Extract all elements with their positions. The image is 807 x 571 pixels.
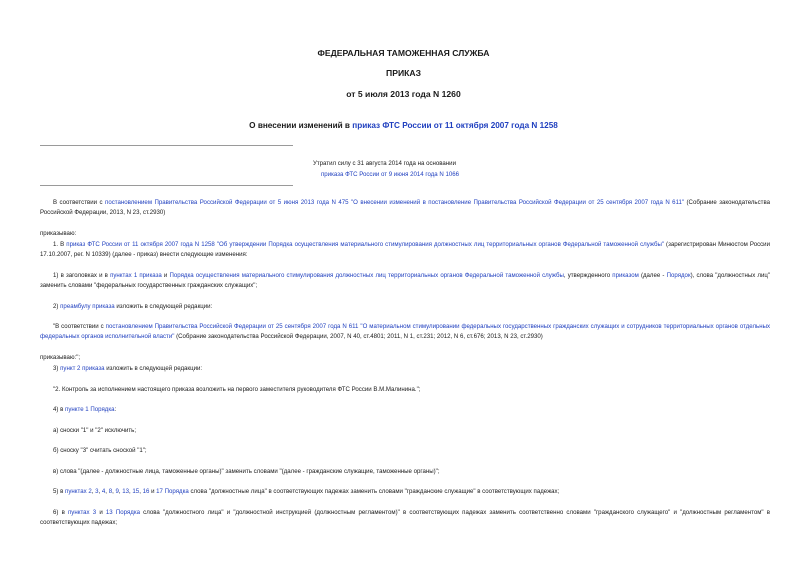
text: 1. В [53,241,67,248]
link-item-9[interactable]: 9 [115,488,119,495]
divider-bottom [40,185,293,186]
text: и [161,272,170,279]
text: (далее - [638,272,667,279]
text: В соответствии с [53,199,106,206]
text: 3) [53,365,61,372]
text: , [112,488,116,495]
agency-heading: ФЕДЕРАЛЬНАЯ ТАМОЖЕННАЯ СЛУЖБА [317,48,490,58]
link-item-13[interactable]: 13 [122,488,130,495]
paragraph-sub-4 [53,405,116,415]
status-note-line1: Утратил силу с 31 августа 2014 года на основании [313,160,456,167]
link-item-13b[interactable]: 13 Порядка [105,509,141,516]
paragraph-sub-2 [53,302,212,312]
link-item-15[interactable]: 15 [132,488,140,495]
text: (Собрание законодательства Российской Федерации, 2007, N 40, ст.4801; 2011, N 1, ст.231; 2012, N 6, ст.676; 2013, N 23, ст.2930) [174,333,543,340]
link-order[interactable]: приказом [612,272,639,279]
doc-title [0,121,807,130]
text: , [91,488,96,495]
status-note-link[interactable]: приказа ФТС России от 9 июня 2014 года N 1066 [321,171,460,178]
link-item-2b[interactable]: пунктах 2 [65,488,92,495]
paragraph-item-2-text: "2. Контроль за исполнением настоящего приказа возложить на первого заместителя руководителя ФТС России В.М.Малинина."; [53,386,421,393]
paragraph-preamble [40,198,770,218]
paragraph-order: приказываю: [40,230,77,237]
text: , [139,488,143,495]
text: изложить в следующей редакции: [114,303,213,310]
link-decree-475[interactable]: постановлением Правительства Российской Федерации от 5 июня 2013 года N 475 "О внесении изменений в постановление Правительства Российской Федерации от 25 сентября 2007 года N 611" [105,199,685,206]
link-item-8[interactable]: 8 [108,488,113,495]
paragraph-order-quoted: приказываю:"; [40,354,81,361]
link-item-1-procedure[interactable]: пункте 1 Порядка [65,406,115,413]
link-item-16[interactable]: 16 [142,488,150,495]
text: , [118,488,123,495]
paragraph-sub-c: в) слова "(далее - должностные лица, таможенные органы)" заменить словами "(далее - гражданские служащие, таможенные органы)"; [53,468,440,475]
paragraph-new-preamble [40,322,770,342]
doc-title-link[interactable]: приказ ФТС России от 11 октября 2007 года N 1258 [352,121,558,130]
doc-title-prefix: О внесении изменений в [249,121,353,130]
link-item-17[interactable]: 17 Порядка [156,488,189,495]
paragraph-sub-b: б) сноску "3" считать сноской "1"; [53,447,147,454]
text: "В соответствии с [53,323,106,330]
text: , [129,488,133,495]
link-item-3[interactable]: 3 [95,488,99,495]
text: , утвержденного [563,272,613,279]
text: и [96,509,106,516]
paragraph-sub-6 [40,508,770,528]
doc-date-heading: от 5 июля 2013 года N 1260 [346,89,461,99]
text: и [149,488,157,495]
link-procedure[interactable]: Порядка осуществления материального стимулирования должностных лиц территориальных органов Федеральной таможенной службы [169,272,564,279]
text: 4) в [53,406,66,413]
divider-top [40,145,293,146]
link-poryadok[interactable]: Порядок [666,272,691,279]
text: 2) [53,303,61,310]
text: (зарегистрирован Минюстом России 17.10.2007, рег. N 10339) (далее - приказ) внести следующие изменения: [40,241,770,258]
paragraph-sub-a: а) сноски "1" и "2" исключить; [53,427,137,434]
text: 5) в [53,488,66,495]
text: , [98,488,102,495]
text: слова "должностного лица" и "должностной инструкцией (должностным регламентом)" в соответствующих падежах заменить соответственно словами "гражданского служащего" и "должностным регламентом" в соответствующих падежах; [40,509,770,526]
text: , [105,488,109,495]
paragraph-sub-3 [53,364,202,374]
link-item-2[interactable]: пункт 2 приказа [60,365,105,372]
paragraph-item-1 [40,240,770,260]
text: (Собрание законодательства Российской Федерации, 2013, N 23, ст.2930) [40,199,771,216]
paragraph-sub-5 [53,487,559,497]
text: изложить в следующей редакции: [104,365,203,372]
text: : [114,406,117,413]
link-items-1[interactable]: пунктах 1 приказа [110,272,162,279]
link-item-4[interactable]: 4 [101,488,106,495]
paragraph-sub-1 [40,271,770,291]
text: 1) в заголовках и в [53,272,111,279]
link-preamble[interactable]: преамбулу приказа [60,303,115,310]
link-item-3b[interactable]: пунктах 3 [68,509,97,516]
link-decree-611[interactable]: постановлением Правительства Российской Федерации от 25 сентября 2007 года N 611 "О материальном стимулировании федеральных государственных гражданских служащих и сотрудников территориальных органов отдельных федеральных органов исполнительной власти" [40,323,770,340]
link-order-1258[interactable]: приказ ФТС России от 11 октября 2007 года N 1258 "Об утверждении Порядка осуществления материального стимулирования должностных лиц территориальных органов Федеральной таможенной службы" [66,241,664,248]
text: 6) в [53,509,68,516]
doc-type-heading: ПРИКАЗ [386,68,421,78]
text: ), слова "должностных лиц" заменить словами "федеральных государственных гражданских служащих"; [40,272,771,289]
text: слова "должностные лица" в соответствующих падежах заменить словами "гражданские служащие" в соответствующих падежах; [188,488,560,495]
